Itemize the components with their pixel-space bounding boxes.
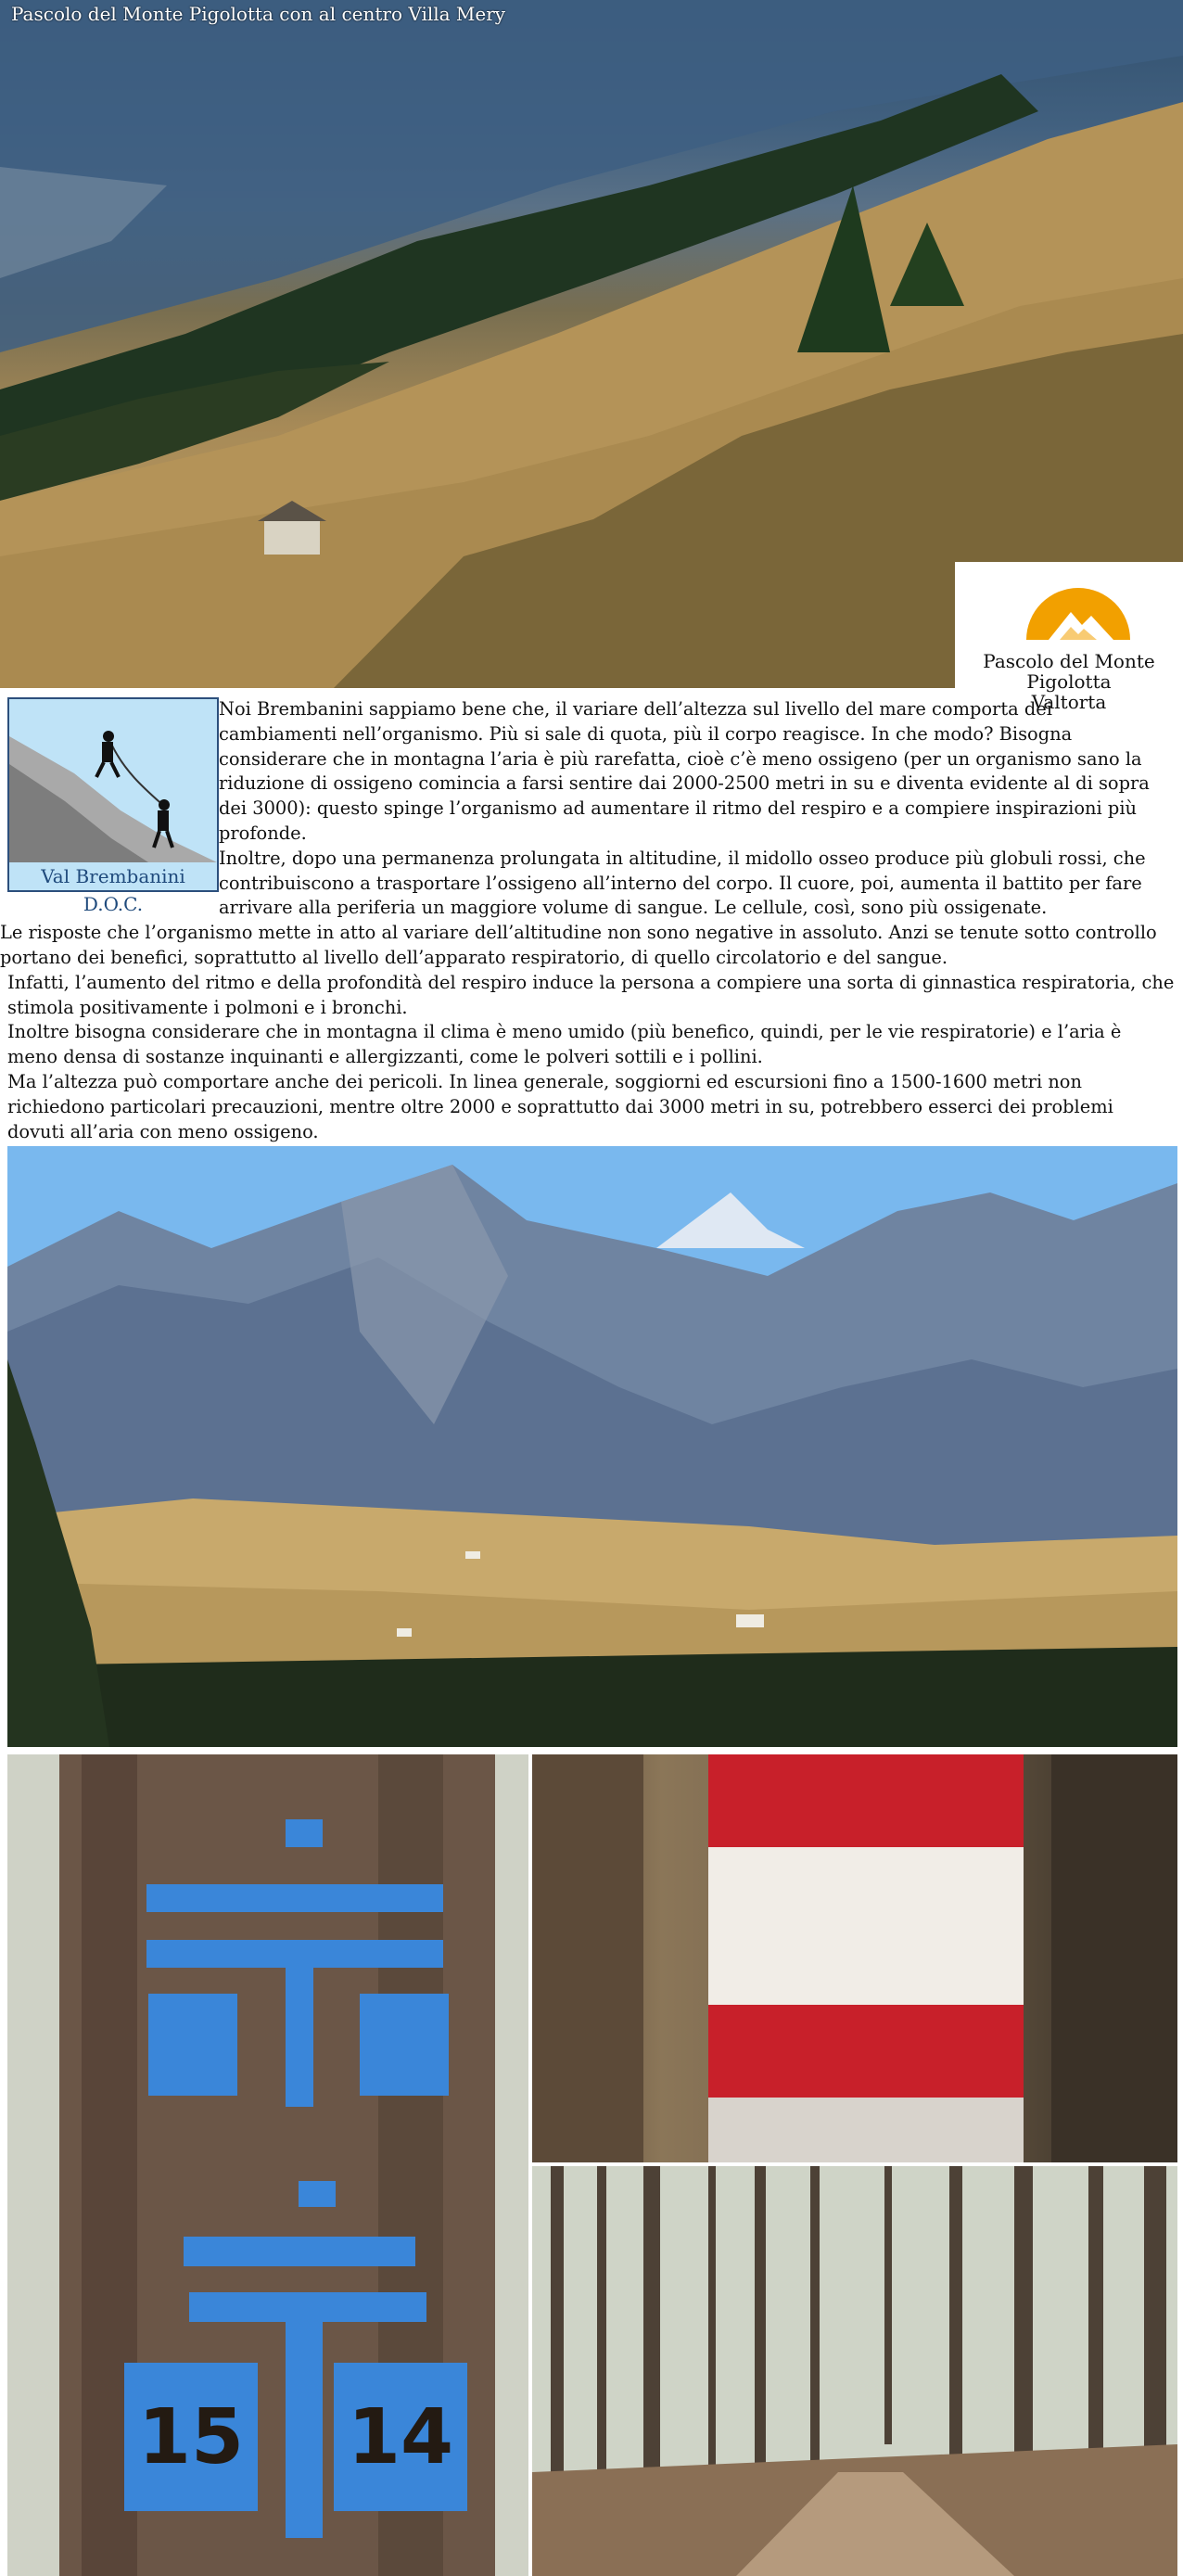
badge-label: Val Brembanini D.O.C. [9,862,217,890]
article-text [0,697,1183,1146]
forest-path-photo [532,2166,1177,2576]
logo-caption-line2: Valtorta [1031,691,1107,713]
trail-number-left: 15 [137,2392,245,2481]
logo-caption-line1: Pascolo del Monte Pigolotta [983,650,1155,693]
trail-marked-tree-photo [7,1754,528,2576]
pigolotta-logo [955,562,1183,713]
badge-spacer [0,697,219,899]
article-paragraph: Inoltre, dopo una permanenza prolungata in altitudine, il midollo osseo produce più globuli rossi, che contribuiscono a trasportare l’ossigeno all’interno del corpo. Il cuore, poi, aumenta il battito per fare arrivare alla periferia un maggiore volume di sangue. Le cellule, così, sono più ossigenate. [219,847,1146,919]
article-paragraph: Ma l’altezza può comportare anche dei pericoli. In linea generale, soggiorni ed escursioni fino a 1500-1600 metri non richiedono particolari precauzioni, mentre oltre 2000 e soprattutto dai 3000 metri in su, potrebbero esserci dei problemi dovuti all’aria con meno ossigeno. [7,1070,1113,1142]
article-paragraph: Noi Brembanini sappiamo bene che, il variare dell’altezza sul livello del mare comporta dei cambiamenti nell’organismo. Più si sale di quota, più il corpo reagisce. In che modo? Bisogna considerare che in montagna l’aria è più rarefatta, cioè c’è meno ossigeno (per un organismo sano la riduzione di ossigeno comincia a farsi sentire dai 2000-2500 metri in su e diventa evidente al di sopra dei 3000): questo spinge l’organismo ad aumentare il ritmo del respiro e a compiere inspirazioni più profonde. [219,698,1150,844]
mountain-panorama-drawing [7,1146,1177,1747]
red-white-marker-photo [532,1754,1177,2162]
forest-path-drawing [532,2166,1177,2576]
trail-number-right: 14 [347,2392,454,2481]
mountain-panorama-photo [7,1146,1177,1747]
red-white-marker-drawing [532,1754,1177,2162]
article-paragraph: Inoltre bisogna considerare che in montagna il clima è meno umido (più benefico, quindi, per le vie respiratorie) e l’aria è meno densa di sostanze inquinanti e allergizzanti, come le polveri sottili e i pollini. [7,1021,1122,1068]
article-paragraph: Le risposte che l’organismo mette in atto al variare dell’altitudine non sono negative in assoluto. Anzi se tenute sotto controllo portano dei benefici, soprattutto al livello dell’apparato respiratorio, di quello circolatorio e del sangue. [0,922,1157,968]
article-paragraph: Infatti, l’aumento del ritmo e della profondità del respiro induce la persona a compiere una sorta di ginnastica respiratoria, che stimola positivamente i polmoni e i bronchi. [7,971,1175,1018]
hero-caption: Pascolo del Monte Pigolotta con al centro Villa Mery [11,3,506,25]
sunrise-mountain-logo-icon [1023,575,1134,647]
